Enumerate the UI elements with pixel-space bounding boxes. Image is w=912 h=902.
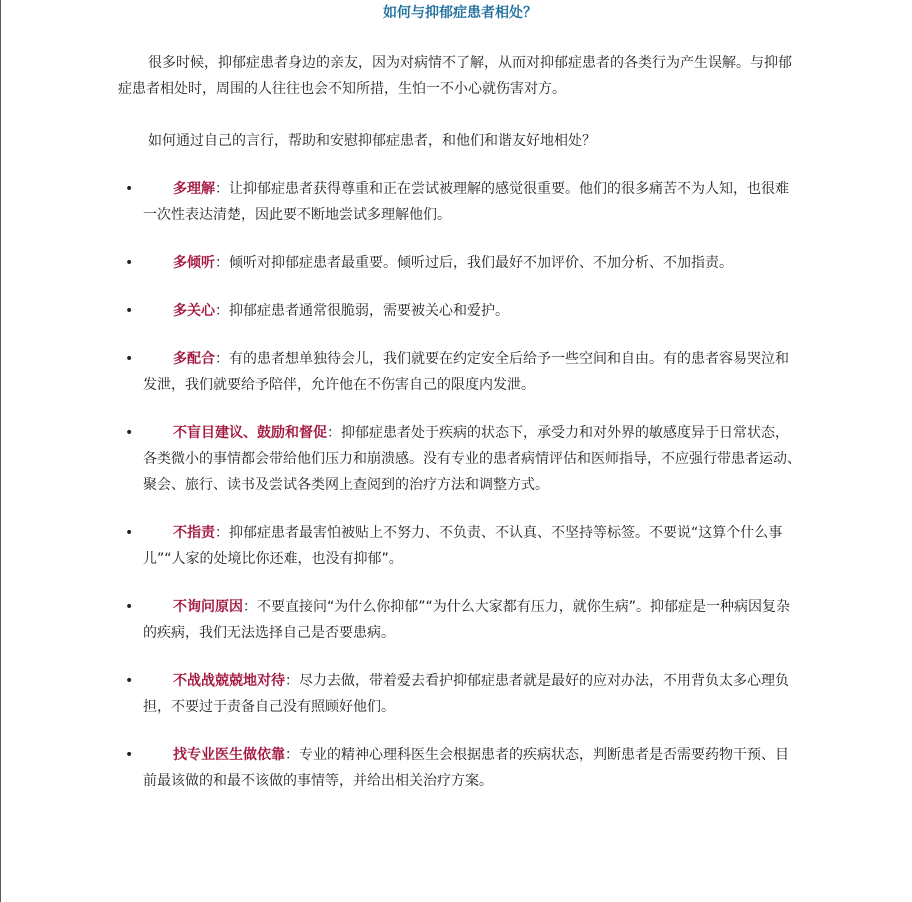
bullet-icon: • (125, 599, 134, 615)
bullet-icon: • (125, 303, 134, 319)
tip-term: 多理解 (173, 181, 215, 197)
tip-term: 不询问原因 (173, 599, 243, 615)
article (118, 0, 802, 816)
tip-term: 不战战兢兢地对待 (173, 673, 285, 689)
tip-item (118, 742, 802, 794)
tip-term: 多配合 (173, 351, 215, 367)
bullet-icon: • (125, 351, 134, 367)
tip-text: ：专业的精神心理科医生会根据患者的疾病状态，判断患者是否需要药物干预、目前最该做的和最不该做的事情等，并给出相关治疗方案。 (143, 747, 789, 789)
tip-item (118, 668, 802, 720)
tip-text: ：倾听对抑郁症患者最重要。倾听过后，我们最好不加评价、不加分析、不加指责。 (215, 255, 733, 271)
tip-text: ：尽力去做，带着爱去看护抑郁症患者就是最好的应对办法，不用背负太多心理负担，不要过于责备自己没有照顾好他们。 (143, 673, 789, 715)
tips-list (118, 176, 802, 794)
bullet-icon: • (125, 747, 134, 763)
tip-text: ：抑郁症患者处于疾病的状态下，承受力和对外界的敏感度异于日常状态，各类微小的事情都会带给他们压力和崩溃感。没有专业的患者病情评估和医师指导，不应强行带患者运动、聚会、旅行、读书及尝试各类网上查阅到的治疗方法和调整方式。 (143, 425, 801, 493)
tip-item (118, 250, 802, 276)
tip-text: ：让抑郁症患者获得尊重和正在尝试被理解的感觉很重要。他们的很多痛苦不为人知，也很难一次性表达清楚，因此要不断地尝试多理解他们。 (143, 181, 789, 223)
tip-item (118, 346, 802, 398)
tip-text: ：抑郁症患者通常很脆弱，需要被关心和爱护。 (215, 303, 509, 319)
bullet-icon: • (125, 181, 134, 197)
tip-item (118, 298, 802, 324)
tip-term: 多倾听 (173, 255, 215, 271)
tip-item (118, 594, 802, 646)
bullet-icon: • (125, 673, 134, 689)
tip-text: ：抑郁症患者最害怕被贴上不努力、不负责、不认真、不坚持等标签。不要说“这算个什么事儿”“人家的处境比你还难，也没有抑郁”。 (143, 525, 783, 567)
tip-item (118, 176, 802, 228)
left-border-line (0, 0, 1, 902)
intro-paragraph-1: 很多时候，抑郁症患者身边的亲友，因为对病情不了解，从而对抑郁症患者的各类行为产生误解。与抑郁症患者相处时，周围的人往往也会不知所措，生怕一不小心就伤害对方。 (118, 55, 792, 97)
tip-text: ：不要直接问“为什么你抑郁”“为什么大家都有压力，就你生病”。抑郁症是一种病因复杂的疾病，我们无法选择自己是否要患病。 (143, 599, 791, 641)
bullet-icon: • (125, 255, 134, 271)
tip-term: 多关心 (173, 303, 215, 319)
intro-paragraph-2: 如何通过自己的言行，帮助和安慰抑郁症患者，和他们和谐友好地相处？ (148, 133, 596, 149)
bullet-icon: • (125, 425, 134, 441)
bullet-icon: • (125, 525, 134, 541)
tip-item (118, 420, 802, 498)
tip-term: 不指责 (173, 525, 215, 541)
article-title: 如何与抑郁症患者相处？ (383, 5, 537, 21)
tip-term: 不盲目建议、鼓励和督促 (173, 425, 327, 441)
tip-term: 找专业医生做依靠 (173, 747, 285, 763)
tip-item (118, 520, 802, 572)
tip-text: ：有的患者想单独待会儿，我们就要在约定安全后给予一些空间和自由。有的患者容易哭泣和发泄，我们就要给予陪伴，允许他在不伤害自己的限度内发泄。 (143, 351, 789, 393)
